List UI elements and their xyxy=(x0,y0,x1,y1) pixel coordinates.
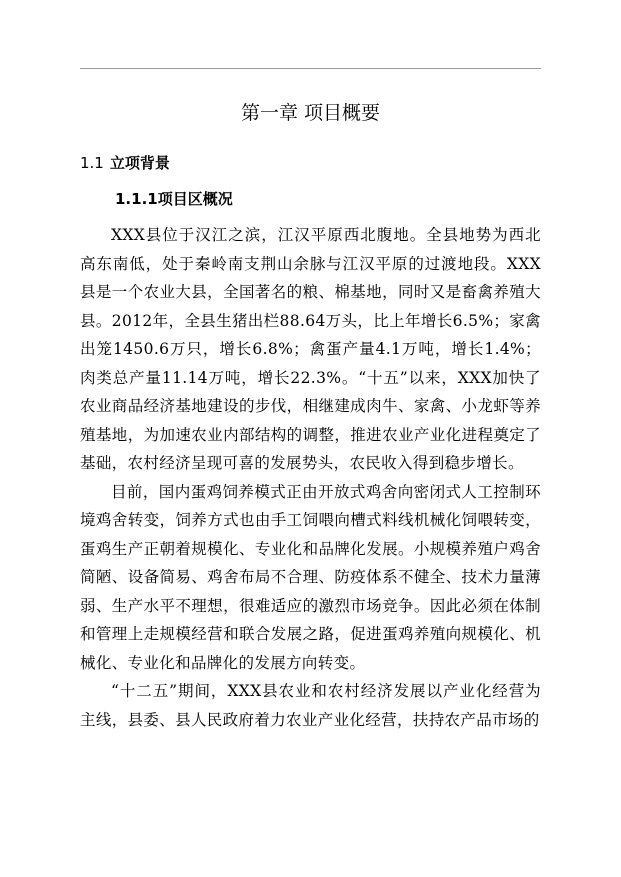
section-heading xyxy=(80,152,170,174)
section-title: 立项背景 xyxy=(109,154,170,172)
paragraph-twelfth-five-year: “十二五”期间，XXX县农业和农村经济发展以产业化经营为主线，县委、县人民政府着力农业产业化经营，扶持农产品市场的 xyxy=(80,682,541,729)
subsection-heading: 1.1.1项目区概况 xyxy=(115,190,233,208)
section-number: 1.1 xyxy=(80,154,104,172)
body-text xyxy=(80,221,541,734)
chapter-title: 第一章 项目概要 xyxy=(240,102,381,124)
paragraph-egg-farming: 目前，国内蛋鸡饲养模式正由开放式鸡舍向密闭式人工控制环境鸡舍转变，饲养方式也由手工饲喂向槽式料线机械化饲喂转变，蛋鸡生产正朝着规模化、专业化和品牌化发展。小规模养殖户鸡舍简陋、设备简易、鸡舍布局不合理、防疫体系不健全、技术力量薄弱、生产水平不理想，很难适应的激烈市场竞争。因此必须在体制和管理上走规模经营和联合发展之路，促进蛋鸡养殖向规模化、机械化、专业化和品牌化的发展方向转变。 xyxy=(80,482,541,672)
header-rule xyxy=(80,68,541,69)
paragraph-overview: XXX县位于汉江之滨，江汉平原西北腹地。全县地势为西北高东南低，处于秦岭南支荆山余脉与江汉平原的过渡地段。XXX县是一个农业大县，全国著名的粮、棉基地，同时又是畜禽养殖大县。2012年，全县生猪出栏88.64万头，比上年增长6.5%；家禽出笼1450.6万只，增长6.8%；禽蛋产量4.1万吨，增长1.4%；肉类总产量11.14万吨，增长22.3%。“十五”以来，XXX加快了农业商品经济基地建设的步伐，相继建成肉牛、家禽、小龙虾等养殖基地，为加速农业内部结构的调整，推进农业产业化进程奠定了基础，农村经济呈现可喜的发展势头，农民收入得到稳步增长。 xyxy=(80,226,541,472)
